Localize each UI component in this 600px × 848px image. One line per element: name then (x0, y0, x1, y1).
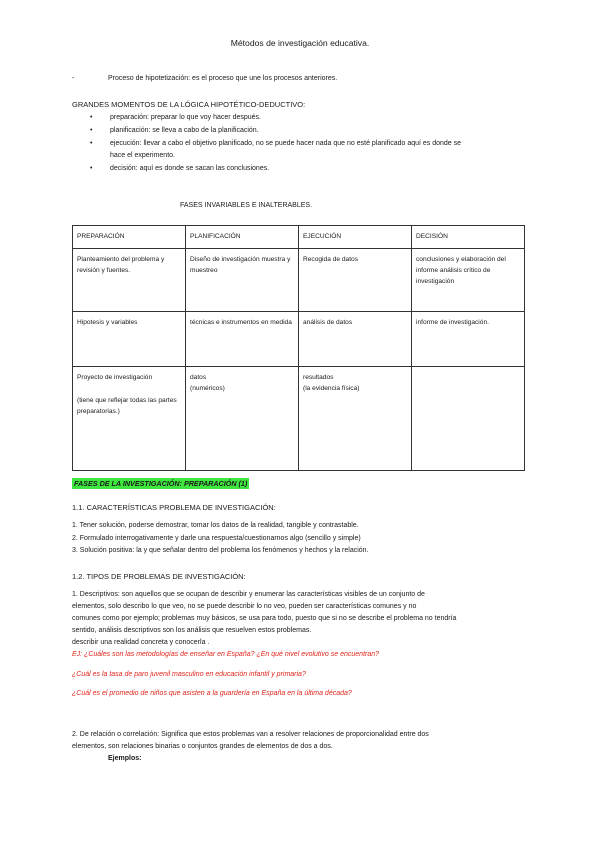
list-item: 3. Solución positiva: la y que señalar dentro del problema los fenómenos y hechos y la relación. (72, 547, 369, 554)
paragraph-line: describir una realidad concreta y conocerla . (72, 639, 210, 646)
paragraph-line: 2. De relación o correlación: Significa que estos problemas van a resolver relaciones de proporcionalidad entre dos (72, 731, 429, 738)
list-item: 2. Formulado interrogativamente y darle una respuesta/cuestionarnos algo (sencillo y simple) (72, 535, 361, 542)
example-question: ¿Cuál es la tasa de paro juvenil masculino en educación infantil y primaria? (72, 671, 306, 678)
table-cell (73, 367, 186, 471)
cell-line: (numéricos) (190, 385, 225, 392)
table-cell (412, 367, 525, 471)
moments-heading: GRANDES MOMENTOS DE LA LÓGICA HIPOTÉTICO-DEDUCTIVO: (72, 100, 306, 109)
header-ejecucion: EJECUCIÓN (299, 226, 412, 249)
table-cell (299, 367, 412, 471)
section-1-2-heading: 1.2. TIPOS DE PROBLEMAS DE INVESTIGACIÓN: (72, 572, 246, 581)
table-row (73, 249, 525, 312)
table-cell: técnicas e instrumentos en medida (186, 312, 299, 367)
cell-line: resultados (303, 374, 334, 381)
section-1-1-heading: 1.1. CARACTERÍSTICAS PROBLEMA DE INVESTIGACIÓN: (72, 503, 276, 512)
bullet-icon: • (90, 127, 93, 134)
table-cell: Planteamiento del problema y revisión y fuentes. (73, 249, 186, 312)
table-row (73, 367, 525, 471)
cell-line: datos (190, 374, 207, 381)
paragraph-line: elementos, solo describo lo que veo, no se puede describir lo no veo, pueden ser características comunes y no (72, 603, 417, 610)
examples-label: Ejemplos: (108, 755, 142, 762)
moment-item: ejecución: llevar a cabo el objetivo planificado, no se puede hacer nada que no esté planificado aquí es donde se (110, 140, 462, 147)
table-header-row (73, 226, 525, 249)
bullet-icon: • (90, 140, 93, 147)
header-decision: DECISIÓN (412, 226, 525, 249)
phases-table (72, 225, 525, 471)
header-preparacion: PREPARACIÓN (73, 226, 186, 249)
paragraph-line: comunes como por ejemplo; problemas muy básicos, se usa para todo, puesto que si no se describe el problema no tendría (72, 615, 457, 622)
bullet-icon: • (90, 114, 93, 121)
moment-item-continued: hace el experimento. (110, 152, 175, 159)
highlighted-section-heading: FASES DE LA INVESTIGACIÓN: PREPARACIÓN (1) (74, 479, 248, 488)
table-cell: Recogida de datos (299, 249, 412, 312)
example-question: ¿Cuál es el promedio de niños que asisten a la guardería en España en la última década? (72, 690, 352, 697)
cell-line: (tiene que reflejar todas las partes preparatorias.) (77, 397, 177, 415)
paragraph-line: elementos, son relaciones binarias o conjuntos grandes de elementos de dos a dos. (72, 743, 333, 750)
header-planificacion: PLANIFICACIÓN (186, 226, 299, 249)
cell-line: Proyecto de investigación (77, 374, 153, 381)
moment-item: planificación: se lleva a cabo de la planificación. (110, 127, 259, 134)
table-cell (186, 367, 299, 471)
cell-line: (la evidencia física) (303, 385, 360, 392)
table-cell: conclusiones y elaboración del informe análisis crítico de investigación (412, 249, 525, 312)
table-caption: FASES INVARIABLES E INALTERABLES. (180, 202, 313, 209)
moment-item: preparación: preparar lo que voy hacer después. (110, 114, 261, 121)
table-cell: Hipotesis y variables (73, 312, 186, 367)
bullet-icon: • (90, 165, 93, 172)
table-cell: Diseño de investigación muestra y muestreo (186, 249, 299, 312)
page-title: Métodos de investigación educativa. (230, 38, 370, 48)
moment-item: decisión: aquí es donde se sacan las conclusiones. (110, 165, 270, 172)
list-item: 1. Tener solución, poderse demostrar, tomar los datos de la realidad, tangible y contrastable. (72, 522, 359, 529)
intro-dash: - (72, 75, 75, 82)
table-cell: análisis de datos (299, 312, 412, 367)
table-row (73, 312, 525, 367)
example-question: EJ: ¿Cuáles son las metodologías de enseñar en España? ¿En qué nivel evolutivo se encuentran? (72, 651, 380, 658)
paragraph-line: sentido, análisis descriptivos son los análisis que resuelven estos problemas. (72, 627, 312, 634)
table-cell: informe de investigación. (412, 312, 525, 367)
paragraph-line: 1. Descriptivos: son aquellos que se ocupan de describir y enumerar las características visibles de un conjunto de (72, 591, 425, 598)
intro-text: Proceso de hipotetización: es el proceso que une los procesos anteriores. (108, 75, 338, 82)
